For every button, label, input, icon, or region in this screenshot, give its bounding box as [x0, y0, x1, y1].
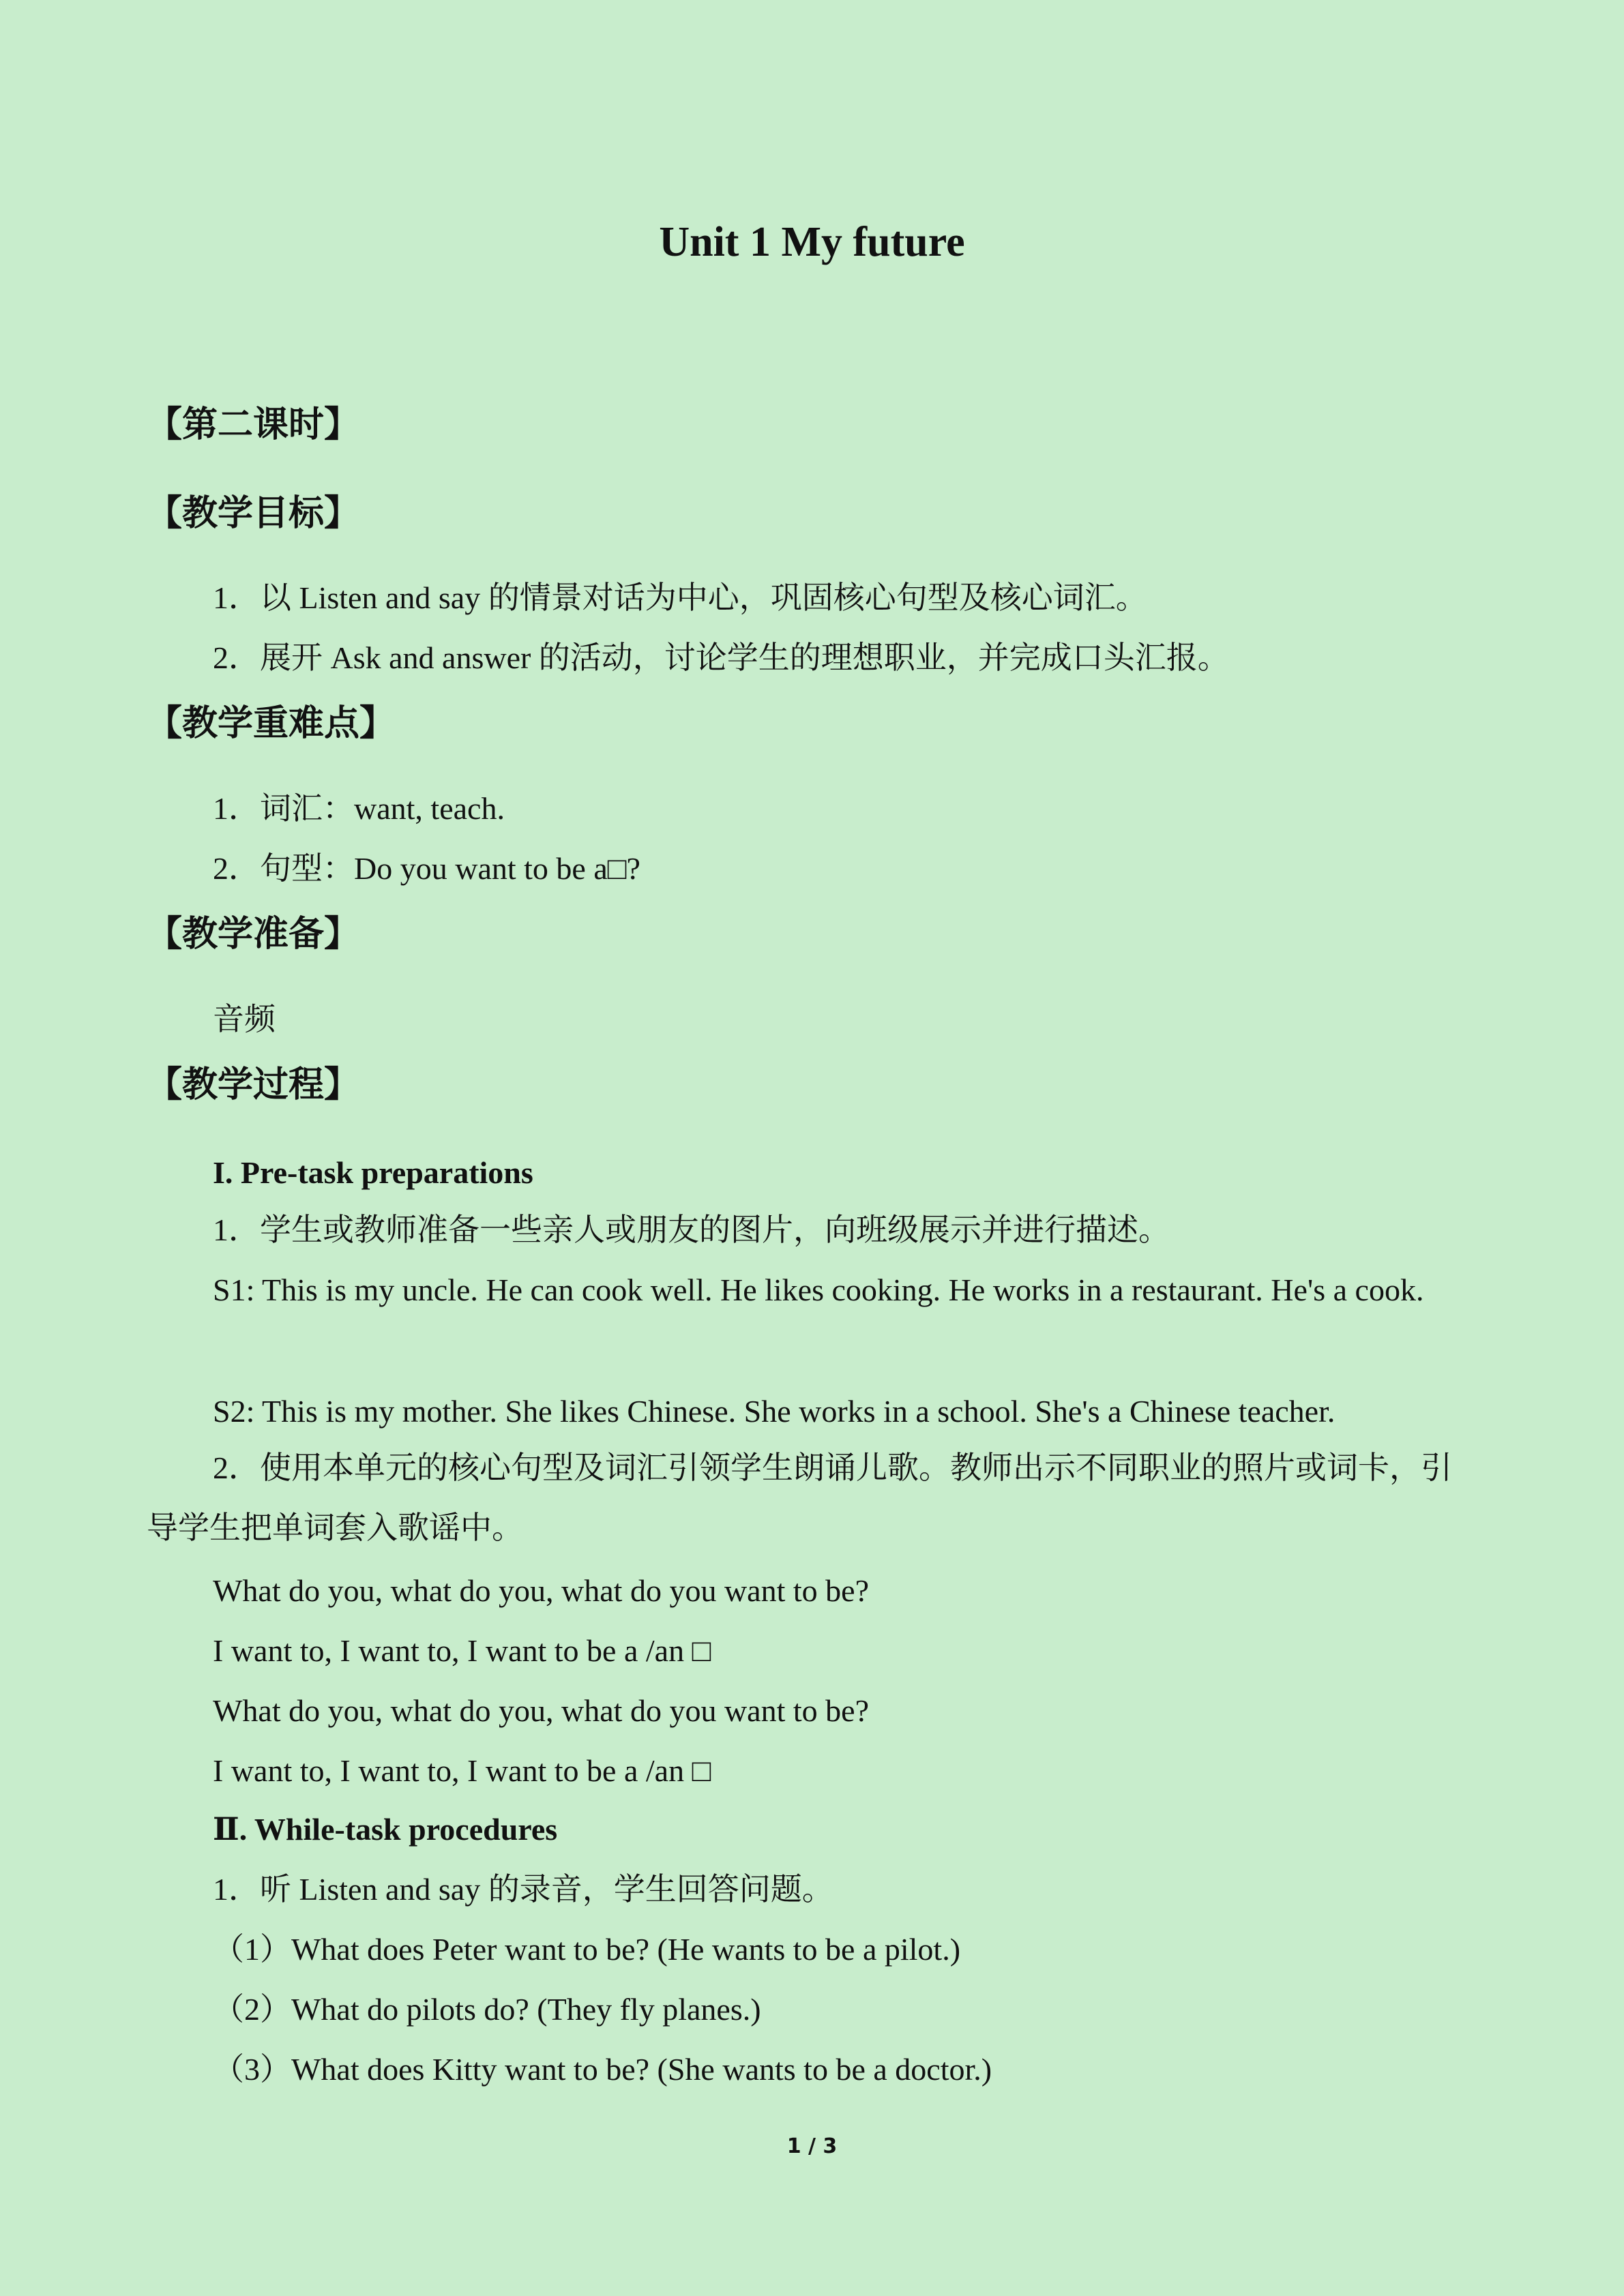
section-title: Ⅱ. While-task procedures — [213, 1812, 558, 1847]
preparation-text: 音频 — [213, 1002, 276, 1037]
question-item: （2）What do pilots do? (They fly planes.) — [213, 1992, 761, 2027]
key-point-item: 1．词汇：want, teach. — [213, 791, 505, 826]
section-item: 1．听 Listen and say 的录音，学生回答问题。 — [213, 1872, 833, 1907]
chant-line: I want to, I want to, I want to be a /an □ — [213, 1633, 711, 1668]
question-item: （3）What does Kitty want to be? (She wants to be a doctor.) — [213, 2052, 992, 2087]
section-item: 2．使用本单元的核心句型及词汇引领学生朗诵儿歌。教师出示不同职业的照片或词卡，引导学生把单词套入歌谣中。 — [147, 1450, 1452, 1545]
chant-line: What do you, what do you, what do you want to be? — [213, 1693, 869, 1728]
chant-line: What do you, what do you, what do you want to be? — [213, 1573, 869, 1608]
page-title: Unit 1 My future — [659, 219, 965, 265]
page-indicator: 1 / 3 — [786, 2134, 838, 2158]
preparation-heading: 【教学准备】 — [147, 914, 360, 955]
chant-line: I want to, I want to, I want to be a /an □ — [213, 1753, 711, 1788]
lesson-label: 【第二课时】 — [147, 404, 360, 445]
objective-item: 1．以 Listen and say 的情景对话为中心，巩固核心句型及核心词汇。 — [213, 580, 1147, 615]
question-item: （1）What does Peter want to be? (He wants to be a pilot.) — [213, 1932, 961, 1967]
key-points-heading: 【教学重难点】 — [147, 703, 396, 744]
key-point-item: 2．句型：Do you want to be a□? — [213, 851, 640, 886]
process-heading: 【教学过程】 — [147, 1064, 360, 1105]
section-item: 1．学生或教师准备一些亲人或朋友的图片，向班级展示并进行描述。 — [213, 1212, 1170, 1247]
objective-item: 2．展开 Ask and answer 的活动，讨论学生的理想职业，并完成口头汇报。 — [213, 640, 1229, 675]
dialogue-line: S1: This is my uncle. He can cook well. He likes cooking. He works in a restaurant. He's a cook. — [213, 1272, 1424, 1307]
section-title: I. Pre-task preparations — [213, 1155, 533, 1190]
objectives-heading: 【教学目标】 — [147, 493, 360, 534]
dialogue-line: S2: This is my mother. She likes Chinese. She works in a school. She's a Chinese teacher. — [213, 1394, 1335, 1429]
